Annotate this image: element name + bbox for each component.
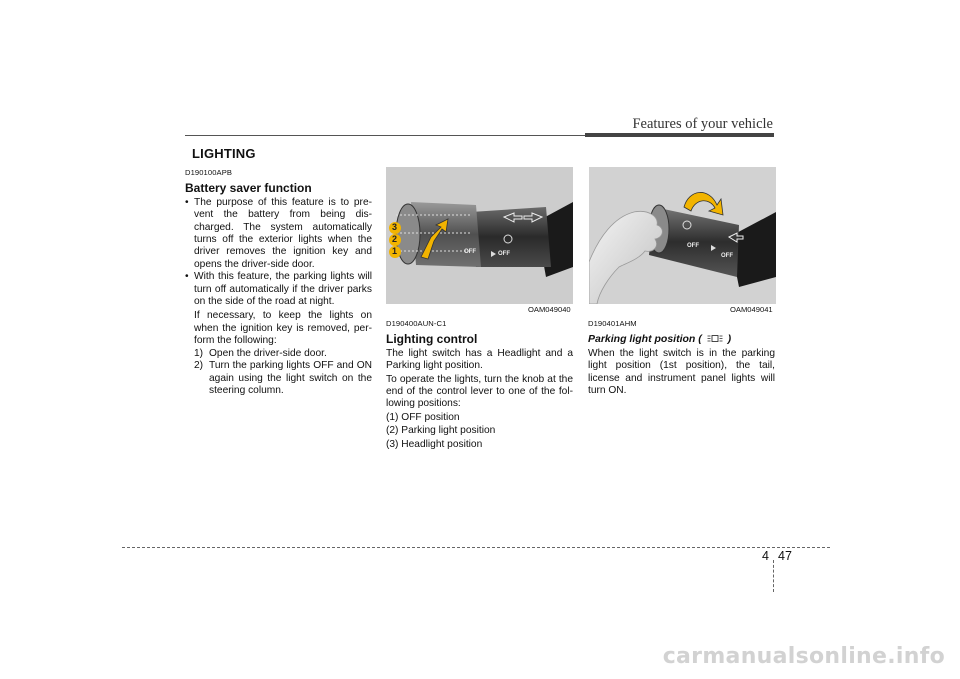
column-battery-saver bbox=[185, 167, 372, 397]
step-text: Open the driver-side door. bbox=[209, 347, 327, 359]
step-item bbox=[185, 360, 372, 397]
chapter-number: 4 bbox=[762, 549, 769, 563]
page-number: 47 bbox=[778, 549, 792, 563]
paragraph: To operate the lights, turn the knob at the end of the control lever to one of the fol-lowing positions: bbox=[386, 373, 573, 410]
step-item bbox=[185, 348, 372, 360]
heading-lighting-control: Lighting control bbox=[386, 332, 478, 347]
off-label: OFF bbox=[687, 243, 699, 249]
position-item: (2) Parking light position bbox=[386, 425, 496, 437]
paragraph: When the light switch is in the parking light position (1st position), the tail, license and instrument panel lights will turn ON. bbox=[588, 347, 775, 397]
figure-caption: OAM049041 bbox=[730, 305, 773, 314]
footer-rule bbox=[122, 547, 830, 548]
bullet-paragraph: If necessary, to keep the lights on when the ignition key is removed, per-form the following: bbox=[194, 310, 372, 347]
hand-lever-illustration bbox=[589, 167, 776, 304]
watermark: carmanualsonline.info bbox=[662, 644, 945, 669]
footer-divider bbox=[773, 560, 774, 592]
ref-code: D190400AUN-C1 bbox=[386, 319, 447, 328]
step-number: 2) bbox=[194, 360, 204, 372]
figure-caption: OAM049040 bbox=[528, 305, 571, 314]
position-label-2: 2 bbox=[392, 234, 398, 244]
step-text: Turn the parking lights OFF and ON again using the light switch on the steering column. bbox=[209, 360, 372, 396]
header-rule-accent bbox=[585, 133, 774, 137]
bullet-item bbox=[185, 197, 372, 271]
figure-light-switch-lever bbox=[386, 167, 573, 304]
step-number: 1) bbox=[194, 347, 204, 359]
bullet-dot: • bbox=[185, 196, 189, 208]
bullet-text: The purpose of this feature is to pre-vent the battery from being dis-charged. The system automatically turns off the exterior lights when the driver removes the ignition key and opens the driver-side door. bbox=[194, 196, 372, 270]
lever-illustration bbox=[386, 167, 573, 304]
ref-code: D190100APB bbox=[185, 168, 233, 177]
ref-code: D190401AHM bbox=[588, 319, 637, 328]
bullet-text: With this feature, the parking lights will turn off automatically if the driver parks on the side of the road at night. bbox=[194, 271, 372, 308]
heading-battery-saver: Battery saver function bbox=[185, 181, 312, 196]
column-lighting-control bbox=[386, 318, 573, 451]
figure-parking-light-position bbox=[589, 167, 776, 304]
position-item: (1) OFF position bbox=[386, 411, 460, 423]
running-header-title: Features of your vehicle bbox=[632, 116, 773, 132]
heading-text: ) bbox=[727, 333, 732, 346]
heading-text: Parking light position ( bbox=[588, 333, 702, 346]
off-label: OFF bbox=[498, 251, 510, 257]
heading-parking-light-position bbox=[588, 333, 775, 345]
bullet-item bbox=[185, 271, 372, 308]
paragraph: The light switch has a Headlight and a Parking light position. bbox=[386, 347, 573, 372]
off-label: OFF bbox=[721, 253, 733, 259]
position-item: (3) Headlight position bbox=[386, 438, 483, 450]
column-parking-light bbox=[588, 318, 775, 397]
parking-light-icon bbox=[707, 334, 723, 343]
position-label-1: 1 bbox=[392, 246, 398, 256]
section-title: LIGHTING bbox=[192, 146, 256, 161]
position-label-3: 3 bbox=[392, 222, 398, 232]
off-label: OFF bbox=[464, 249, 476, 255]
bullet-dot: • bbox=[185, 271, 189, 283]
